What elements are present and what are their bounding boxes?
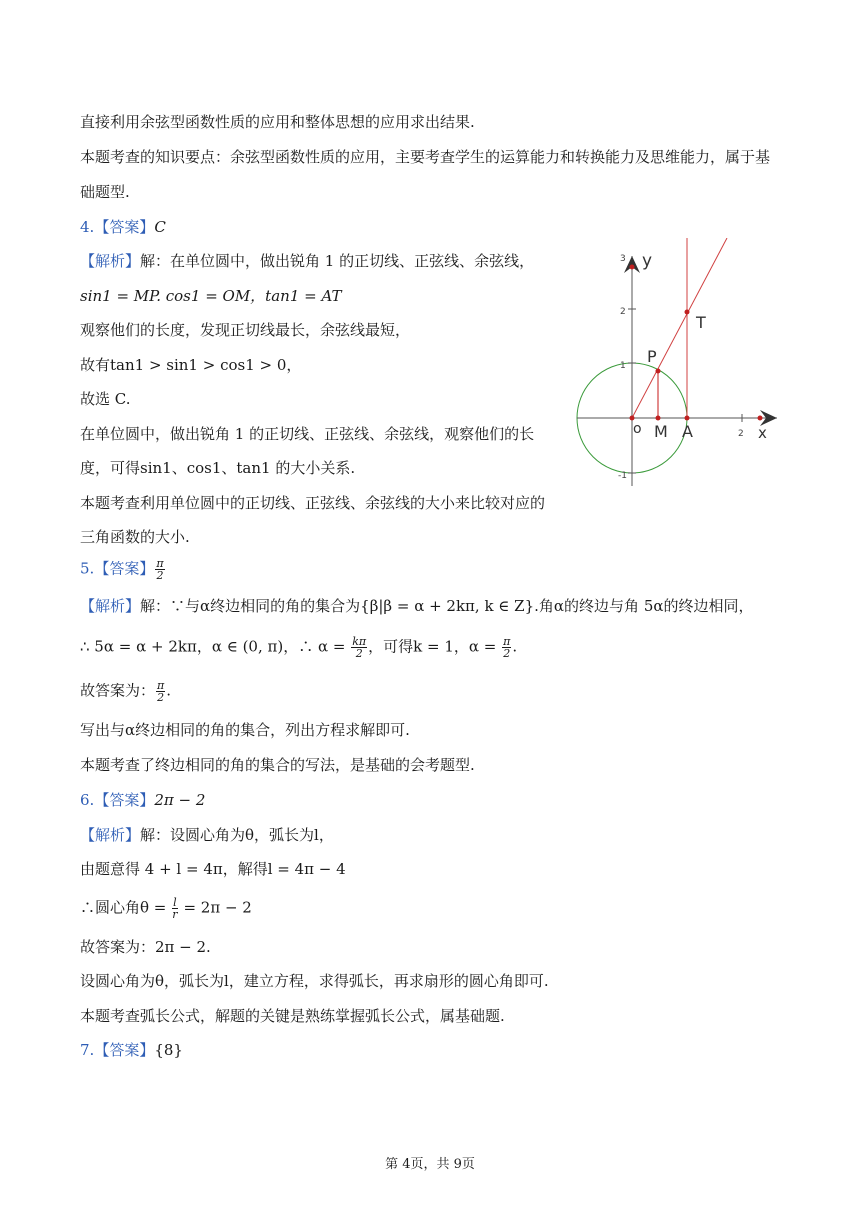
- q7-answer-line: [80, 1040, 183, 1060]
- tick-label-x2: 2: [738, 429, 744, 439]
- answer-value: C: [154, 218, 166, 236]
- analysis-tag: 【解析】: [80, 597, 141, 615]
- text-line: 本题考查弧长公式，解题的关键是熟练掌握弧长公式，属基础题.: [80, 1007, 505, 1025]
- analysis-tag: 【解析】: [80, 252, 141, 270]
- point-A: [685, 416, 690, 421]
- label-A: A: [682, 422, 693, 441]
- text-line: 故答案为：2π − 2.: [80, 938, 211, 956]
- point-M: [656, 416, 661, 421]
- answer-value: 2π − 2: [154, 791, 206, 809]
- text-line: 直接利用余弦型函数性质的应用和整体思想的应用求出结果.: [80, 113, 475, 131]
- answer-tag: 【答案】: [94, 218, 155, 236]
- text-line: 写出与α终边相同的角的集合，列出方程求解即可.: [80, 721, 410, 739]
- answer-fraction: $\frac{\pi}{2}$: [156, 557, 164, 582]
- question-number: 4.: [80, 218, 95, 236]
- text-line: 在单位圆中，做出锐角 1 的正切线、正弦线、余弦线，观察他们的长: [80, 425, 535, 443]
- text-line: 解：∵与α终边相同的角的集合为{β|β = α + 2kπ, k ∈ Z}.角α的终边与角 5α的终边相同，: [140, 597, 754, 615]
- label-O: o: [633, 421, 642, 437]
- tick-label-y1: 1: [620, 361, 626, 371]
- q5-answer-line: [80, 558, 166, 581]
- formula-line: 由题意得 4 + l = 4π，解得l = 4π − 4: [80, 860, 346, 878]
- label-x: x: [758, 424, 767, 442]
- text-line: 本题考查利用单位圆中的正切线、正弦线、余弦线的大小来比较对应的: [80, 494, 546, 512]
- q6-answer-line: [80, 790, 205, 810]
- answer-tag: 【答案】: [94, 1041, 155, 1059]
- label-M: M: [654, 422, 668, 441]
- label-y: y: [642, 251, 653, 271]
- q4-answer-line: [80, 217, 166, 237]
- tick-label-y2: 2: [620, 307, 626, 317]
- text-line: 解：设圆心角为θ，弧长为l，: [140, 826, 334, 844]
- formula-line: ∴ 5α = α + 2kπ，α ∈ (0, π)，∴ α = $\frac{k\pi}{2}$ ，可得k = 1，α = $\frac{\pi}{2}$ .: [80, 635, 518, 660]
- answer-tag: 【答案】: [94, 791, 155, 809]
- text-line: 设圆心角为θ，弧长为l，建立方程，求得弧长，再求扇形的圆心角即可.: [80, 972, 549, 990]
- point-x-right: [758, 416, 763, 421]
- answer-tag: 【答案】: [94, 559, 155, 578]
- point-P: [656, 369, 661, 374]
- formula-line: ∴圆心角θ = $\frac{l}{r}$ = 2π − 2: [80, 896, 252, 921]
- text-line: 度，可得sin1、cos1、tan1 的大小关系.: [80, 459, 356, 477]
- label-P: P: [647, 347, 657, 366]
- formula-line: 故答案为： $\frac{\pi}{2}$ .: [80, 679, 172, 704]
- text-line: 解：在单位圆中，做出锐角 1 的正切线、正弦线、余弦线，: [140, 252, 535, 270]
- point-T: [685, 310, 690, 315]
- question-number: 6.: [80, 791, 95, 809]
- question-number: 5.: [80, 559, 95, 578]
- tick-label-y3: 3: [620, 254, 626, 264]
- text-line: 础题型.: [80, 183, 130, 201]
- unit-circle-figure: [572, 238, 792, 488]
- q5-analysis-line: [80, 596, 754, 616]
- text-line: 故选 C.: [80, 390, 131, 408]
- text-line: 本题考查了终边相同的角的集合的写法，是基础的会考题型.: [80, 756, 475, 774]
- text-line: 三角函数的大小.: [80, 528, 190, 546]
- point-y-top: [630, 265, 635, 270]
- text-line: 本题考查的知识要点：余弦型函数性质的应用，主要考查学生的运算能力和转换能力及思维能力，属于基: [80, 148, 771, 166]
- text-line: 故有tan1 > sin1 > cos1 > 0，: [80, 356, 302, 374]
- formula-line: sin1 = MP. cos1 = OM，tan1 = AT: [80, 287, 342, 305]
- answer-value: {8}: [154, 1041, 183, 1059]
- text-line: 观察他们的长度，发现正切线最长，余弦线最短，: [80, 321, 411, 339]
- label-T: T: [696, 313, 706, 332]
- page-footer: 第 4页，共 9页: [385, 1157, 475, 1172]
- tick-label-yneg1: -1: [618, 471, 627, 481]
- point-O: [630, 416, 635, 421]
- q6-analysis-line: [80, 825, 334, 845]
- question-number: 7.: [80, 1041, 95, 1059]
- analysis-tag: 【解析】: [80, 826, 141, 844]
- q4-analysis-line: [80, 251, 534, 271]
